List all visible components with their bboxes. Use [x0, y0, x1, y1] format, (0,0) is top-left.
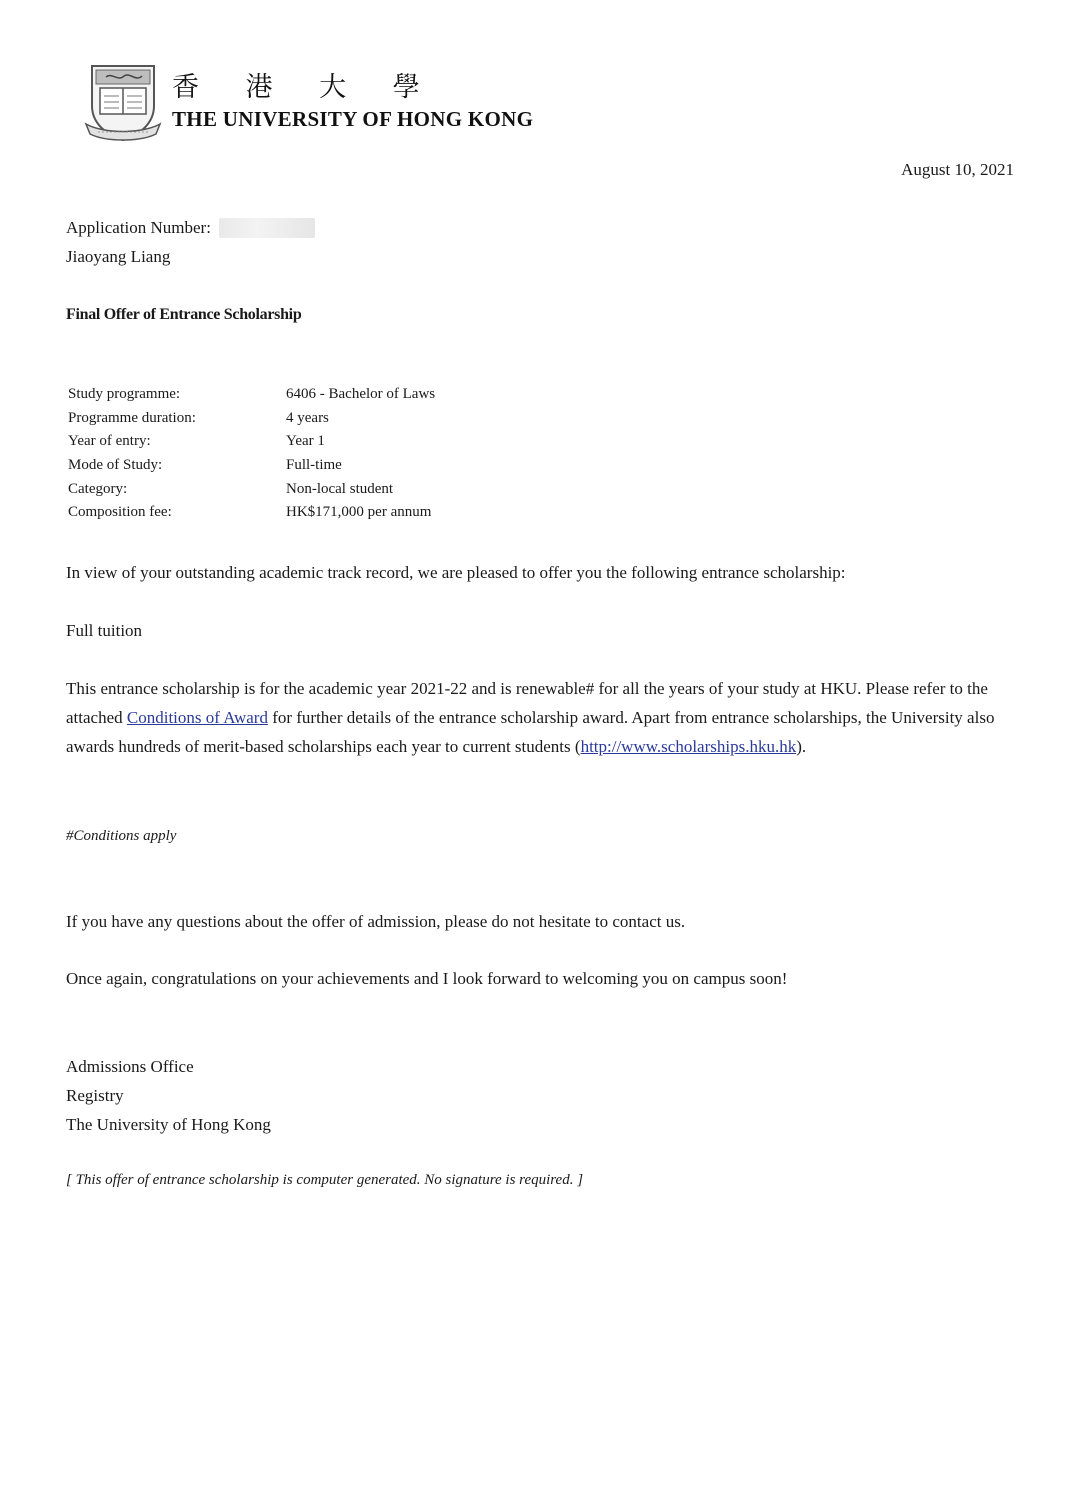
detail-row	[68, 454, 435, 478]
renewal-text: This entrance scholarship is for the academic year 2021-22 and is renewable# for all the years of your study at HKU. Please refer to the attached	[66, 679, 988, 727]
renewal-paragraph	[66, 674, 1026, 761]
detail-label: Programme duration:	[68, 409, 196, 426]
programme-details	[68, 383, 435, 525]
intro-paragraph: In view of your outstanding academic track record, we are pleased to offer you the following entrance scholarship:	[66, 563, 846, 582]
signoff-department: Registry	[66, 1086, 124, 1105]
computer-generated-note: [ This offer of entrance scholarship is computer generated. No signature is required. ]	[66, 1172, 584, 1188]
detail-label: Composition fee:	[68, 504, 172, 521]
signoff-block	[66, 1052, 271, 1139]
university-name-english: THE UNIVERSITY OF HONG KONG	[172, 107, 534, 131]
university-names	[172, 73, 533, 131]
detail-row	[68, 430, 435, 454]
detail-row	[68, 501, 435, 525]
university-name-chinese: 香 港 大 學	[172, 72, 439, 103]
detail-row	[68, 477, 435, 501]
detail-value: Year 1	[286, 433, 325, 450]
detail-value: Non-local student	[286, 480, 394, 497]
recipient-name: Jiaoyang Liang	[66, 247, 171, 266]
detail-row	[68, 383, 435, 407]
letterhead	[84, 60, 533, 144]
award-text: Full tuition	[66, 621, 143, 640]
congratulations-paragraph: Once again, congratulations on your achievements and I look forward to welcoming you on campus soon!	[66, 969, 788, 988]
detail-label: Year of entry:	[68, 433, 151, 450]
application-number-label: Application Number:	[66, 218, 211, 237]
detail-label: Study programme:	[68, 386, 181, 403]
detail-label: Mode of Study:	[68, 457, 163, 474]
detail-value: HK$171,000 per annum	[286, 504, 432, 521]
detail-value: 6406 - Bachelor of Laws	[286, 386, 436, 403]
university-crest-icon	[84, 60, 162, 144]
signoff-university: The University of Hong Kong	[66, 1115, 271, 1134]
questions-paragraph: If you have any questions about the offer of admission, please do not hesitate to contact us.	[66, 912, 686, 931]
renewal-text: for further details of the entrance scholarship award. Apart from entrance scholarships, the University also awards hundreds of merit-based scholarships each year to current students (	[66, 708, 995, 756]
signoff-office: Admissions Office	[66, 1057, 194, 1076]
detail-row	[68, 407, 435, 431]
detail-value: 4 years	[286, 409, 329, 426]
detail-label: Category:	[68, 480, 128, 497]
detail-value: Full-time	[286, 457, 342, 474]
application-number	[66, 217, 315, 239]
renewal-text: ).	[796, 737, 807, 756]
application-number-redacted	[219, 218, 315, 238]
conditions-note: #Conditions apply	[66, 828, 177, 844]
letter-date: August 10, 2021	[901, 160, 1014, 179]
conditions-of-award-link[interactable]: Conditions of Award	[126, 708, 268, 727]
scholarships-website-link[interactable]: http://www.scholarships.hku.hk	[580, 737, 797, 756]
letter-subject: Final Offer of Entrance Scholarship	[66, 306, 302, 323]
